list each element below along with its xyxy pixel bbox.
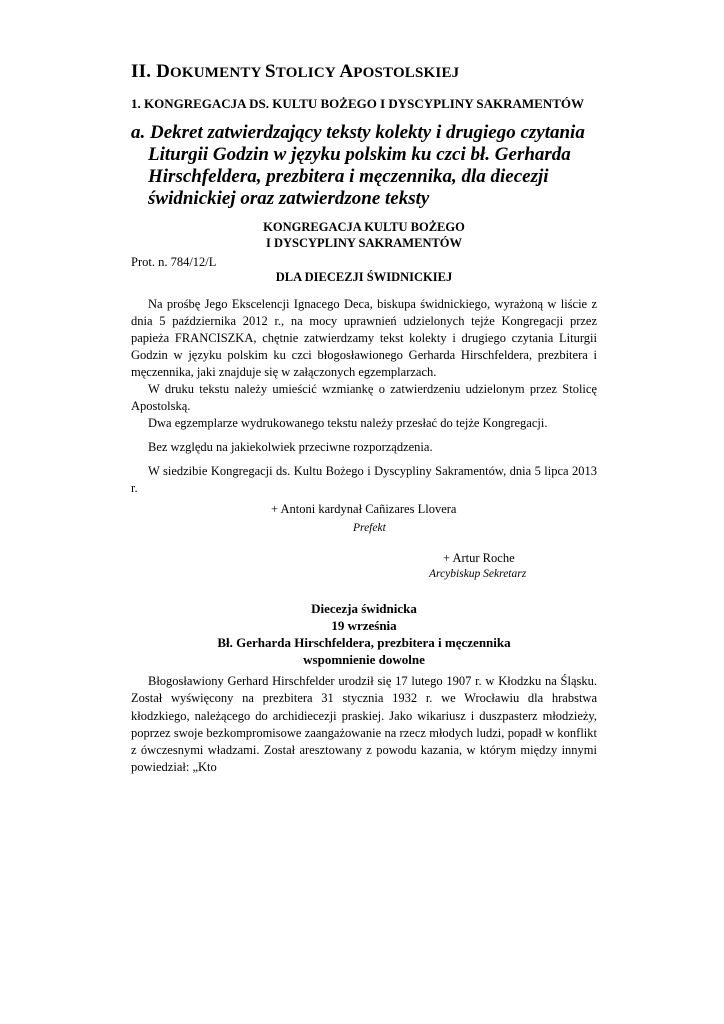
signature-secretary-title: Arcybiskup Sekretarz	[429, 568, 527, 580]
decree-body	[131, 296, 597, 497]
signature-secretary-name: + Artur Roche	[443, 551, 515, 565]
diocese-heading: DLA DIECEZJI ŚWIDNICKIEJ	[275, 270, 453, 284]
decree-paragraph-5: W siedzibie Kongregacji ds. Kultu Bożego i Dyscypliny Sakramentów, dnia 5 lipca 2013 r.	[131, 464, 597, 495]
section-title: II. DOKUMENTY STOLICY APOSTOLSKIEJ	[131, 61, 460, 82]
congregation-name: KONGREGACJA KULTU BOŻEGO I DYSCYPLINY SAKRAMENTÓW	[263, 220, 465, 250]
biography-paragraph: Błogosławiony Gerhard Hirschfelder urodził się 17 lutego 1907 r. w Kłodzku na Śląsku. Został wyświęcony na prezbitera 31 stycznia 1932 r. we Wrocławiu dla hrabstwa kłodzkiego, należącego do archidiecezji praskiej. Jako wikariusz i duszpasterz młodzieży, poprzez swoje bezkompromisowe zaangażowanie na rzecz młodych ludzi, popadł w konflikt z ówczesnymi władzami. Został aresztowany z powodu kazania, w którym między innymi powiedział: „Kto	[131, 674, 597, 775]
decree-paragraph-2: W druku tekstu należy umieścić wzmiankę o zatwierdzeniu udzielonym przez Stolicę Apostolską.	[131, 382, 597, 413]
subsection-title: 1. KONGREGACJA DS. KULTU BOŻEGO I DYSCYPLINY SAKRAMENTÓW	[131, 96, 585, 111]
signature-prefect-title: Prefekt	[353, 522, 386, 534]
decree-paragraph-1: Na prośbę Jego Ekscelencji Ignacego Deca, biskupa świdnickiego, wyrażoną w liście z dnia 5 października 2012 r., na mocy uprawnień udzielonych tejże Kongregacji przez papieża FRANCISZKA, chętnie zatwierdzamy tekst kolekty i drugiego czytania Liturgii Godzin w języku polskim ku czci błogosławionego Gerharda Hirschfeldera, prezbitera i męczennika, jaki znajduje się w załączonych egzemplarzach.	[131, 297, 597, 379]
decree-paragraph-4: Bez względu na jakiekolwiek przeciwne rozporządzenia.	[148, 440, 433, 454]
decree-title: a. Dekret zatwierdzający teksty kolekty i drugiego czytania Liturgii Godzin w języku polskim ku czci bł. Gerharda Hirschfeldera, prezbitera i męczennika, dla diecezji świdnickiej oraz zatwierdzone teksty	[131, 122, 585, 209]
decree-paragraph-3: Dwa egzemplarze wydrukowanego tekstu należy przesłać do tejże Kongregacji.	[148, 416, 548, 430]
protocol-number: Prot. n. 784/12/L	[131, 255, 217, 269]
signature-prefect-name: + Antoni kardynał Cañizares Llovera	[271, 502, 457, 516]
memorial-heading: Diecezja świdnicka 19 września Bł. Gerharda Hirschfeldera, prezbitera i męczennika wspomnienie dowolne	[217, 601, 511, 667]
